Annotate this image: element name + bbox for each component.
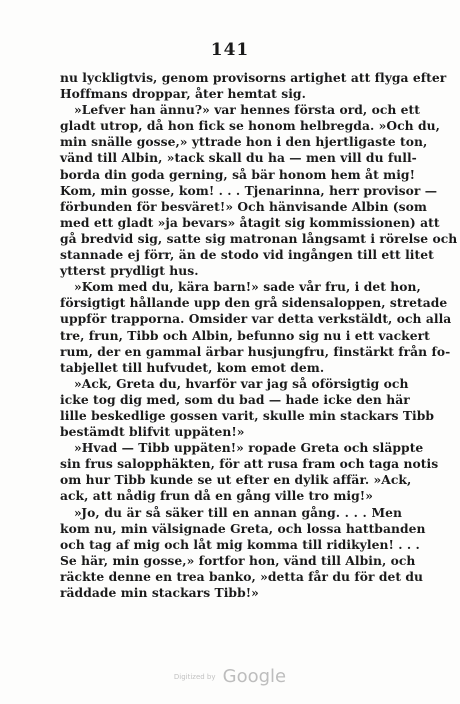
page-number: 141 bbox=[210, 40, 250, 60]
text-line: vänd till Albin, »tack skall du ha — men vill du full- bbox=[60, 150, 417, 166]
text-line: om hur Tibb kunde se ut efter en dylik affär. »Ack, bbox=[60, 472, 412, 488]
text-line: ack, att nådig frun då en gång ville tro mig!» bbox=[60, 488, 373, 504]
text-line: gladt utrop, då hon fick se honom helbregda. »Och du, bbox=[60, 118, 440, 134]
text-line: Kom, min gosse, kom! . . . Tjenarinna, herr provisor — bbox=[60, 182, 438, 198]
text-line: räddade min stackars Tibb!» bbox=[60, 585, 259, 600]
text-line: min snälle gosse,» yttrade hon i den hjertligaste ton, bbox=[60, 134, 428, 150]
text-line: icke tog dig med, som du bad — hade icke den här bbox=[60, 391, 410, 407]
digitization-watermark bbox=[0, 666, 460, 687]
text-line: räckte denne en trea banko, »detta får du för det du bbox=[60, 568, 424, 584]
text-line: rum, der en gammal ärbar husjungfru, finstärkt från fo- bbox=[60, 343, 451, 359]
text-line: uppför trapporna. Omsider var detta verkstäldt, och alla bbox=[60, 311, 452, 327]
text-line: stannade ej förr, än de stodo vid ingången till ett litet bbox=[60, 247, 434, 263]
text-line: nu lyckligtvis, genom provisorns artighet att flyga efter bbox=[60, 70, 447, 85]
text-line: ytterst prydligt hus. bbox=[60, 263, 199, 279]
text-line: försigtigt hållande upp den grå sidensaloppen, stretade bbox=[60, 295, 448, 311]
text-line: och tag af mig och låt mig komma till ridikylen! . . . bbox=[60, 536, 420, 552]
text-line: tabjellet till hufvudet, kom emot dem. bbox=[60, 359, 325, 375]
text-line: »Ack, Greta du, hvarför var jag så oförsigtig och bbox=[74, 375, 409, 391]
text-line: förbunden för besväret!» Och hänvisande Albin (som bbox=[60, 198, 427, 214]
text-line: sin frus salopphäkten, för att rusa fram och taga notis bbox=[60, 456, 439, 472]
text-line: »Jo, du är så säker till en annan gång. . . . Men bbox=[74, 504, 402, 520]
text-line: »Lefver han ännu?» var hennes första ord, och ett bbox=[74, 102, 421, 118]
body-text bbox=[60, 70, 458, 601]
text-line: bestämdt blifvit uppäten!» bbox=[60, 424, 245, 440]
google-logo: Google bbox=[222, 666, 287, 687]
text-line: borda din goda gerning, så bär honom hem åt mig! bbox=[60, 166, 416, 182]
text-line: lille beskedlige gossen varit, skulle min stackars Tibb bbox=[60, 407, 435, 423]
text-line: gå bredvid sig, satte sig matronan långsamt i rörelse och bbox=[60, 230, 458, 246]
text-line: Hoffmans droppar, åter hemtat sig. bbox=[60, 86, 306, 102]
text-line: »Kom med du, kära barn!» sade vår fru, i det hon, bbox=[74, 279, 421, 295]
digitized-by-label: Digitized by bbox=[173, 672, 216, 681]
text-line: med ett gladt »ja bevars» åtagit sig kommissionen) att bbox=[60, 214, 440, 230]
text-line: tre, frun, Tibb och Albin, befunno sig nu i ett vackert bbox=[60, 327, 430, 343]
text-line: »Hvad — Tibb uppäten!» ropade Greta och släppte bbox=[74, 440, 424, 456]
text-line: kom nu, min välsignade Greta, och lossa hattbanden bbox=[60, 520, 426, 536]
text-line: Se här, min gosse,» fortfor hon, vänd till Albin, och bbox=[60, 552, 416, 568]
